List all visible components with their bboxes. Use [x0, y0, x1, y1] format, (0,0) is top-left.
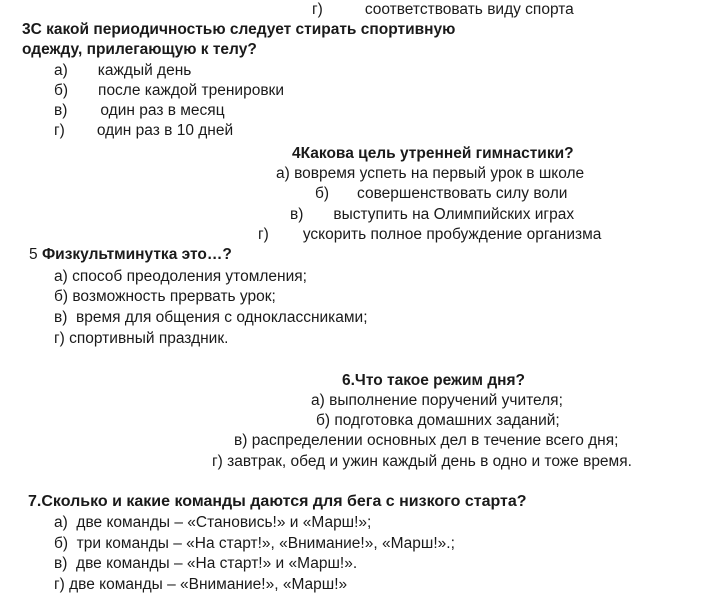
q3-option-a-marker: а): [54, 62, 68, 79]
q4-option-v-text: выступить на Олимпийских играх: [333, 206, 575, 223]
q2-option-g: [312, 0, 574, 20]
q4-option-b: [315, 184, 567, 204]
q3-option-b-text: после каждой тренировки: [98, 82, 284, 99]
q2-option-g-text: соответствовать виду спорта: [364, 1, 574, 18]
q7-option-v-marker: в): [54, 555, 68, 572]
q5-option-g-text: спортивный праздник.: [69, 330, 229, 347]
q7-option-a-text: две команды – «Становись!» и «Марш!»;: [76, 514, 372, 531]
q4-option-b-text: совершенствовать силу воли: [357, 185, 568, 202]
q5-option-a-text: способ преодоления утомления;: [72, 268, 307, 285]
q6-option-v-text: распределении основных дел в течение всего дня;: [251, 432, 619, 449]
q5-title: Физкультминутка это…?: [41, 246, 232, 263]
q5-option-g: [54, 329, 228, 349]
q5-option-b-text: возможность прервать урок;: [72, 288, 276, 305]
q3-option-a: [54, 61, 191, 81]
q6-option-a: [311, 391, 563, 411]
q3-option-g: [54, 121, 233, 141]
q7-option-a: [54, 513, 371, 533]
q3-option-a-text: каждый день: [97, 62, 192, 79]
q3-option-g-text: один раз в 10 дней: [96, 122, 234, 139]
q7-option-v: [54, 554, 357, 574]
q5-title-row: [29, 245, 232, 265]
q3-option-g-marker: г): [54, 122, 65, 139]
q4-option-v-marker: в): [290, 206, 304, 223]
q5-option-a: [54, 267, 307, 287]
q7-option-g-marker: г): [54, 576, 65, 593]
q4-option-a: [276, 164, 584, 184]
q7-option-g: [54, 575, 347, 595]
q4-option-b-marker: б): [315, 185, 330, 202]
q7-option-a-marker: а): [54, 514, 68, 531]
q4-option-g-marker: г): [258, 226, 269, 243]
q5-option-a-marker: а): [54, 268, 68, 285]
q3-option-b-marker: б): [54, 82, 69, 99]
q3-option-v: [54, 101, 225, 121]
q7-title: 7.Сколько и какие команды даются для бега с низкого старта?: [28, 493, 527, 510]
q4-title: 4Какова цель утренней гимнастики?: [292, 145, 574, 162]
q5-option-v: [54, 308, 368, 328]
q6-option-a-marker: а): [311, 392, 325, 409]
q7-option-v-text: две команды – «На старт!» и «Марш!».: [76, 555, 358, 572]
q6-option-g-marker: г): [212, 453, 223, 470]
q6-option-v-marker: в): [234, 432, 248, 449]
q6-option-b-text: подготовка домашних заданий;: [334, 412, 560, 429]
q5-option-g-marker: г): [54, 330, 65, 347]
q4-option-g-text: ускорить полное пробуждение организма: [302, 226, 602, 243]
q5-option-v-text: время для общения с одноклассниками;: [76, 309, 368, 326]
q2-option-g-marker: г): [312, 1, 323, 18]
q6-option-v: [234, 431, 618, 451]
q5-option-b: [54, 287, 276, 307]
q3-title-line2: одежду, прилегающую к телу?: [22, 41, 257, 58]
q7-option-b: [54, 534, 455, 554]
q4-option-a-marker: а): [276, 165, 290, 182]
q3-option-b: [54, 81, 284, 101]
q5-option-b-marker: б): [54, 288, 69, 305]
q5-number: 5: [29, 246, 38, 263]
q4-option-g: [258, 225, 601, 245]
q5-option-v-marker: в): [54, 309, 68, 326]
q6-option-g: [212, 452, 632, 472]
q7-option-g-text: две команды – «Внимание!», «Марш!»: [69, 576, 348, 593]
q6-option-g-text: завтрак, обед и ужин каждый день в одно и тоже время.: [227, 453, 632, 470]
q6-title: 6.Что такое режим дня?: [342, 372, 526, 389]
q7-option-b-text: три команды – «На старт!», «Внимание!», «Марш!».;: [76, 535, 455, 552]
q7-option-b-marker: б): [54, 535, 69, 552]
q3-option-v-text: один раз в месяц: [100, 102, 225, 119]
q4-option-a-text: вовремя успеть на первый урок в школе: [294, 165, 585, 182]
q6-option-a-text: выполнение поручений учителя;: [329, 392, 563, 409]
q6-option-b-marker: б): [316, 412, 331, 429]
q4-option-v: [290, 205, 574, 225]
q3-title-line1: 3С какой периодичностью следует стирать спортивную: [22, 21, 456, 38]
q3-option-v-marker: в): [54, 102, 68, 119]
q6-option-b: [316, 411, 560, 431]
